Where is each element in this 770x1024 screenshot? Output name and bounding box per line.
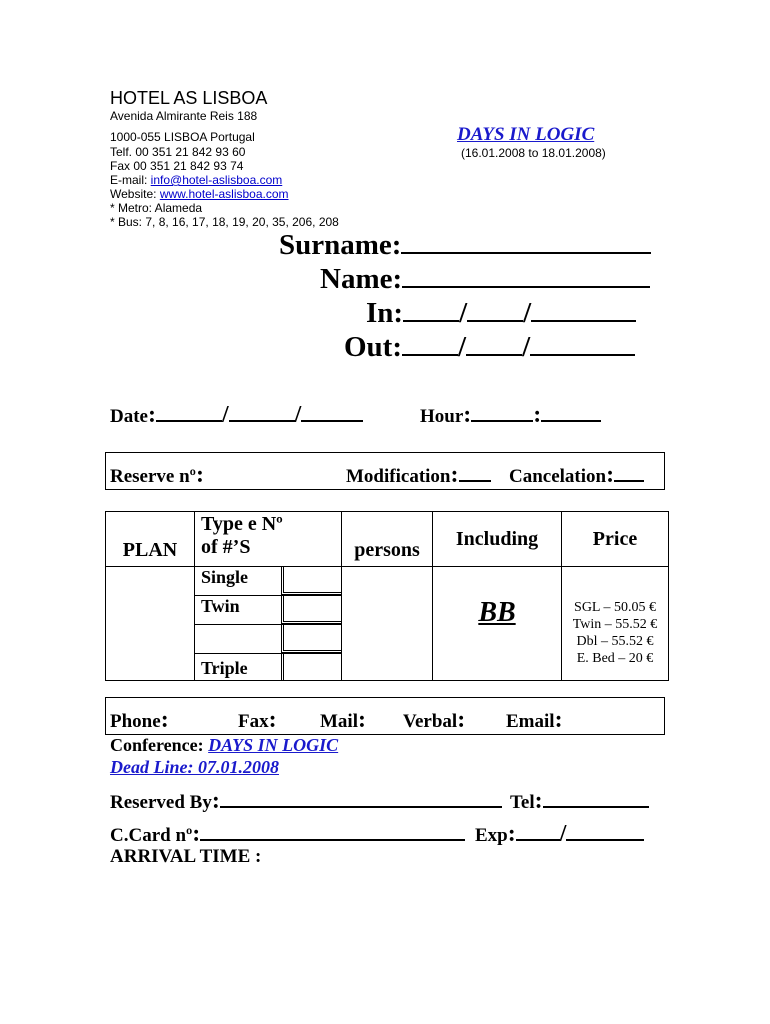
arrival-time-label: ARRIVAL TIME : (110, 846, 262, 867)
conference-name-link[interactable]: DAYS IN LOGIC (208, 735, 339, 755)
name-label: Name: (320, 263, 403, 295)
price-twin: Twin – 55.52 € (572, 617, 658, 632)
plan-table (105, 511, 669, 681)
modification-label: Modification (346, 466, 451, 487)
in-label: In: (366, 297, 404, 329)
hotel-name: HOTEL AS LISBOA (110, 88, 268, 108)
contact-fax[interactable] (238, 707, 277, 734)
surname-line (401, 230, 651, 254)
price-header-label: Price (592, 527, 638, 550)
contact-phone-label: Phone (110, 711, 161, 732)
hour-label: Hour (420, 406, 464, 427)
hotel-metro: * Metro: Alameda (110, 201, 203, 215)
hotel-address: Avenida Almirante Reis 188 (110, 109, 258, 123)
including-value: BB (478, 597, 516, 628)
contact-phone-colon: : (160, 707, 169, 733)
contact-verbal-colon: : (457, 707, 466, 733)
persons-header-label: persons (354, 539, 420, 561)
modification-field[interactable] (346, 462, 491, 489)
hotel-bus: * Bus: 7, 8, 16, 17, 18, 19, 20, 35, 206, 208 (110, 215, 339, 229)
conference-label: Conference: (110, 735, 209, 755)
card-colon: : (192, 821, 201, 847)
price-header (562, 512, 669, 567)
persons-cell[interactable] (342, 567, 433, 681)
reserved-by-colon: : (211, 788, 220, 814)
reserved-by-label: Reserved By (110, 792, 212, 813)
room-qty-triple[interactable] (281, 654, 341, 680)
exp-colon: : (507, 821, 516, 847)
room-name-single: Single (201, 567, 249, 587)
date-slash-1: / (221, 402, 229, 428)
contact-mail-colon: : (358, 707, 366, 733)
reserved-by-field[interactable] (110, 788, 502, 815)
prices-cell (562, 567, 669, 681)
plan-body-row (106, 567, 669, 681)
out-day-line (402, 332, 458, 356)
price-extra-bed: E. Bed – 20 € (576, 651, 654, 666)
in-slash-1: / (459, 297, 468, 329)
contact-mail[interactable] (320, 707, 366, 734)
email-label: E-mail: (110, 173, 151, 187)
contact-email-label: Email (506, 711, 555, 732)
contact-email-colon: : (554, 707, 563, 733)
website-label: Website: (110, 187, 160, 201)
date-colon: : (147, 402, 156, 428)
exp-slash: / (559, 821, 567, 847)
modification-line (459, 466, 491, 482)
contact-fax-colon: : (268, 707, 277, 733)
cancelation-label: Cancelation (509, 466, 607, 487)
contact-fax-label: Fax (238, 711, 269, 732)
contact-verbal-label: Verbal (403, 711, 458, 732)
tel-label: Tel (510, 792, 535, 813)
surname-field[interactable] (279, 229, 651, 262)
reserve-colon: : (195, 462, 204, 488)
out-slash-2: / (522, 331, 531, 363)
date-day-line (156, 406, 222, 422)
hour-field[interactable] (420, 402, 601, 429)
room-qty-blank[interactable] (281, 625, 341, 653)
room-name-twin: Twin (201, 596, 240, 616)
tel-field[interactable] (510, 788, 649, 815)
exp-year-line (566, 825, 644, 841)
hour-colon: : (463, 402, 472, 428)
plan-header-row (106, 512, 669, 567)
email-link[interactable]: info@hotel-aslisboa.com (150, 173, 283, 187)
in-slash-2: / (523, 297, 532, 329)
type-header-line1: Type e Nº (201, 513, 283, 535)
hotel-phone: Telf. 00 351 21 842 93 60 (110, 145, 246, 159)
event-title[interactable]: DAYS IN LOGIC (457, 124, 595, 145)
plan-header (106, 512, 195, 567)
room-types-cell (195, 567, 342, 681)
expiry-field[interactable] (475, 821, 644, 848)
type-header (195, 512, 342, 567)
card-line (200, 825, 465, 841)
including-cell (433, 567, 562, 681)
date-month-line (229, 406, 295, 422)
type-header-line2: of #’S (201, 536, 251, 558)
out-label: Out: (344, 331, 402, 363)
surname-label: Surname: (279, 229, 402, 261)
cancelation-colon: : (606, 462, 615, 488)
card-field[interactable] (110, 821, 465, 848)
cancelation-field[interactable] (509, 462, 644, 489)
hotel-email-line (110, 173, 282, 187)
out-year-line (530, 332, 635, 356)
event-dates: (16.01.2008 to 18.01.2008) (461, 146, 606, 160)
date-year-line (301, 406, 363, 422)
hotel-website-line (110, 187, 289, 201)
hotel-city: 1000-055 LISBOA Portugal (110, 130, 255, 144)
in-day-line (403, 298, 459, 322)
name-line (402, 264, 650, 288)
exp-month-line (516, 825, 560, 841)
minute-line (541, 406, 601, 422)
including-header-label: Including (455, 527, 539, 550)
contact-email[interactable] (506, 707, 563, 734)
price-sgl: SGL – 50.05 € (574, 600, 656, 615)
date-field[interactable] (110, 402, 363, 429)
plan-cell[interactable] (106, 567, 195, 681)
contact-verbal[interactable] (403, 707, 465, 734)
persons-header (342, 512, 433, 567)
room-row-single (195, 567, 341, 596)
tel-line (543, 792, 649, 808)
in-year-line (531, 298, 636, 322)
reserve-label: Reserve nº (110, 466, 196, 487)
room-name-blank (195, 625, 281, 653)
exp-label: Exp (475, 825, 508, 846)
contact-mail-label: Mail (320, 711, 358, 732)
hour-minute-colon: : (533, 402, 542, 428)
out-slash-1: / (458, 331, 467, 363)
plan-header-label: PLAN (122, 539, 178, 561)
tel-colon: : (534, 788, 543, 814)
room-row-twin (195, 596, 341, 625)
hotel-fax: Fax 00 351 21 842 93 74 (110, 159, 244, 173)
contact-method-box (105, 697, 665, 735)
in-field[interactable] (366, 297, 636, 330)
date-slash-2: / (294, 402, 302, 428)
in-month-line (467, 298, 523, 322)
room-qty-single[interactable] (281, 567, 341, 595)
reserved-by-line (220, 792, 502, 808)
out-month-line (466, 332, 522, 356)
room-row-blank (195, 625, 341, 654)
room-row-triple (195, 654, 341, 680)
hour-line (471, 406, 533, 422)
out-field[interactable] (344, 331, 635, 364)
modification-colon: : (450, 462, 459, 488)
contact-phone[interactable] (110, 707, 169, 734)
room-qty-twin[interactable] (281, 596, 341, 624)
price-dbl: Dbl – 55.52 € (576, 634, 654, 649)
including-header (433, 512, 562, 567)
room-name-triple: Triple (201, 658, 248, 678)
price-list (562, 567, 668, 667)
conference-line (110, 735, 338, 756)
name-field[interactable] (320, 263, 650, 296)
deadline-link[interactable]: Dead Line: 07.01.2008 (110, 757, 279, 777)
date-label: Date (110, 406, 148, 427)
card-label: C.Card nº (110, 825, 193, 846)
cancelation-line (614, 466, 644, 482)
website-link[interactable]: www.hotel-aslisboa.com (159, 187, 289, 201)
reserve-number-field[interactable] (110, 462, 204, 489)
